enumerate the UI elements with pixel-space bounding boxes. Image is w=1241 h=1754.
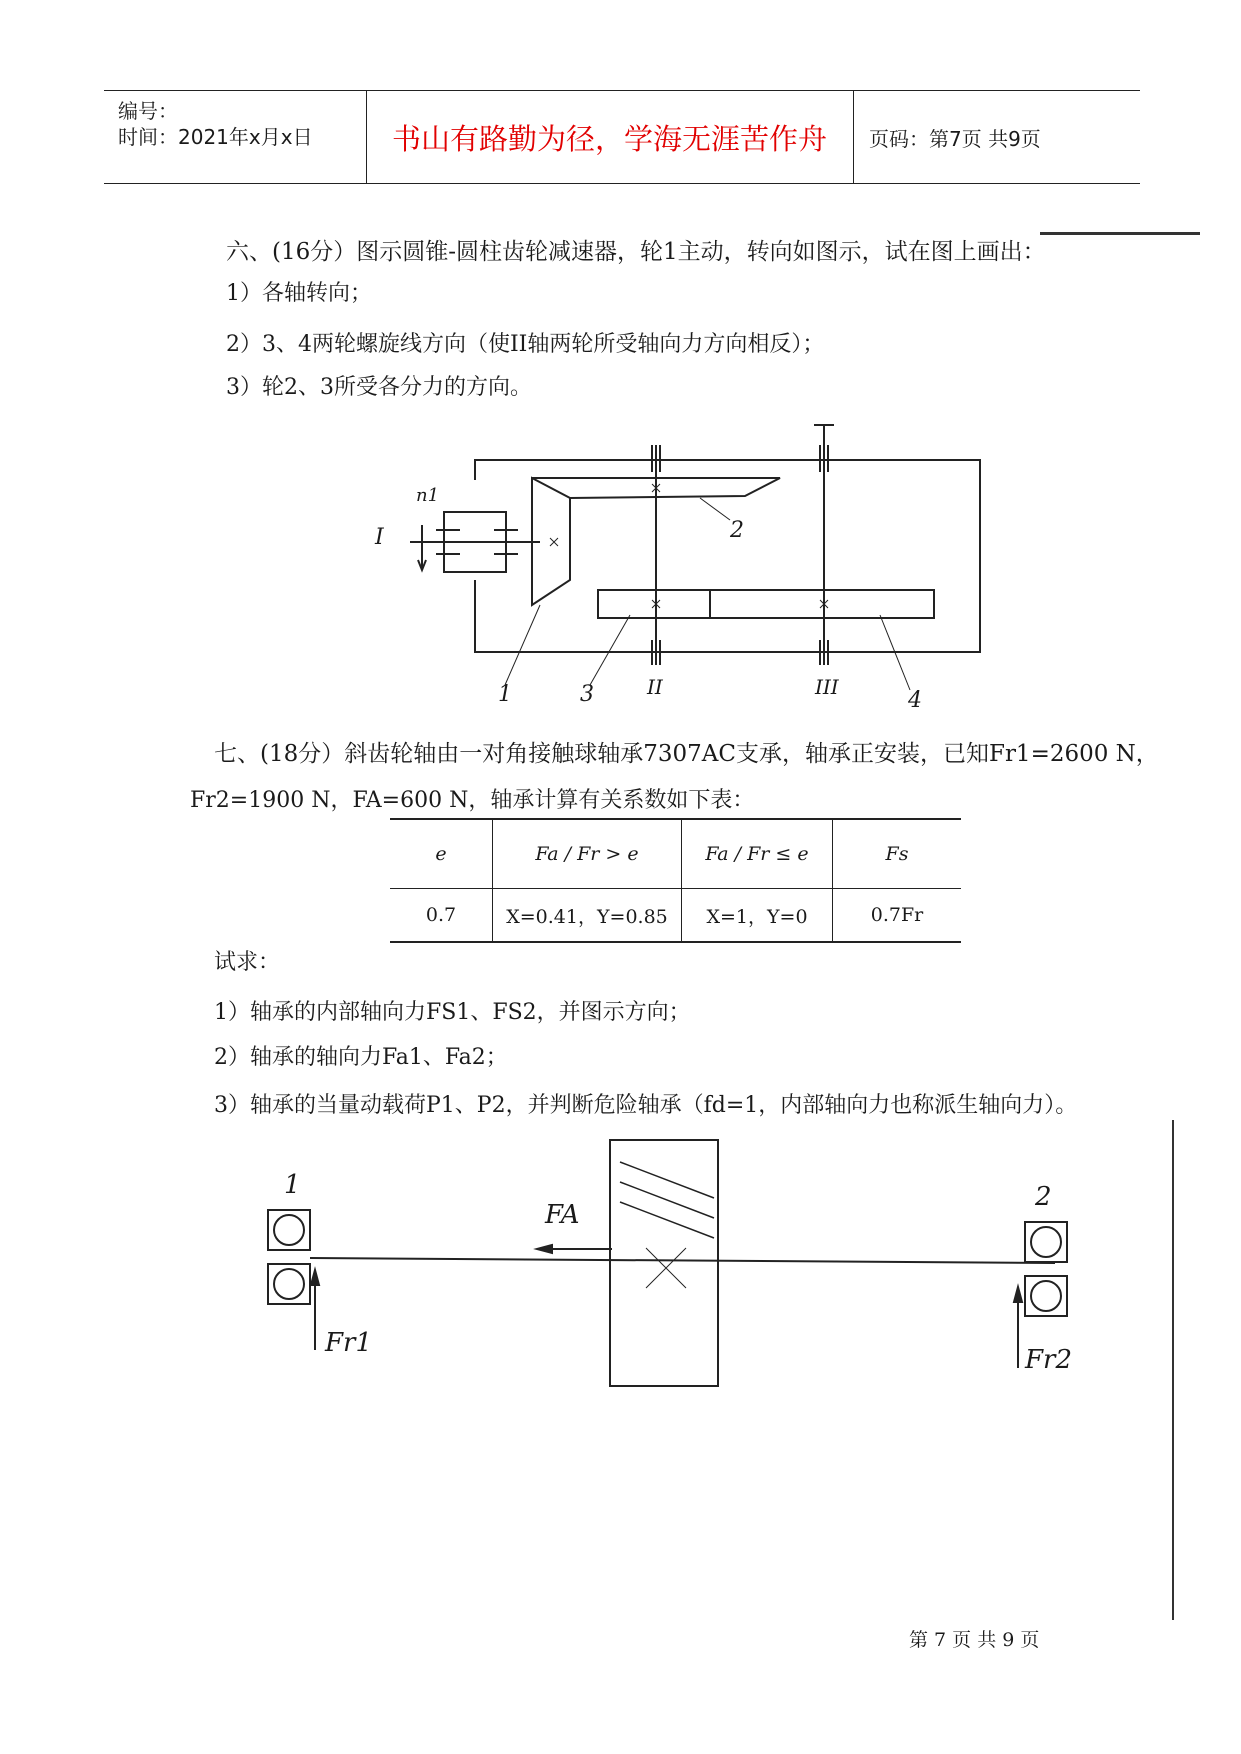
label-shaft-III: III [815,675,839,699]
gear-cross [646,1248,686,1288]
cell-xy-gt: X=0.41，Y=0.85 [493,889,682,943]
q7-item-1: 1）轴承的内部轴向力FS1、FS2，并图示方向； [214,1000,691,1025]
bearing-2-bottom-ball [1031,1281,1061,1311]
q7-item-2: 2）轴承的轴向力Fa1、Fa2； [214,1045,508,1070]
helix-line-3 [620,1202,714,1238]
q7-line-2: Fr2=1900 N，FA=600 N，轴承计算有关系数如下表： [190,788,755,813]
table-row [390,889,961,943]
label-force-r2: Fr2 [1025,1345,1073,1375]
table-header-row [390,819,961,889]
label-gear-1: 1 [498,682,512,707]
number-label: 编号： [118,99,178,123]
label-n1: n1 [416,485,440,506]
label-gear-4: 4 [908,688,922,713]
label-gear-2: 2 [730,518,744,543]
cell-fs: 0.7Fr [833,889,962,943]
q6-title: 六、(16分）图示圆锥-圆柱齿轮减速器，轮1主动，转向如图示，试在图上画出： [226,239,1046,265]
label-shaft-II: II [647,675,663,699]
q7-item-3: 3）轴承的当量动载荷P1、P2，并判断危险轴承（fd=1，内部轴向力也称派生轴向力）。 [214,1093,1078,1118]
leader-1 [505,605,540,685]
leader-3 [590,615,630,685]
bearing-2-top-ball [1031,1227,1061,1257]
label-gear-3: 3 [580,682,594,707]
label-bearing-1: 1 [284,1170,301,1200]
gear-4 [710,590,934,618]
q6-item-2: 2）3、4两轮螺旋线方向（使II轴两轮所受轴向力方向相反）； [226,332,825,357]
page-label: 页码：第7页 共9页 [869,126,1041,151]
shaft-q7 [310,1258,1055,1263]
fr2-arrowhead [1014,1287,1022,1302]
gear-3 [598,590,710,618]
coefficient-table [390,818,961,943]
leader-2 [700,498,730,520]
time-label: 时间：2021年x月x日 [118,125,313,149]
cross-1 [550,538,558,546]
header-fa-fr-le-e: Fa / Fr ≤ e [682,819,833,889]
cell-xy-le: X=1，Y=0 [682,889,833,943]
bearing-1-bottom-ball [274,1269,304,1299]
cell-e: 0.7 [390,889,493,943]
q7-title: 七、(18分）斜齿轮轴由一对角接触球轴承7307AC支承，轴承正安装，已知Fr1=2600 N， [214,741,1159,767]
fa-arrowhead [537,1245,552,1253]
fr1-arrowhead [311,1270,319,1285]
q6-item-3: 3）轮2、3所受各分力的方向。 [226,375,532,400]
label-bearing-2: 2 [1035,1182,1052,1212]
q7-ask: 试求： [214,950,281,975]
bearing-1-top-ball [274,1215,304,1245]
motto: 书山有路勤为径，学海无涯苦作舟 [366,91,854,183]
label-force-r1: Fr1 [325,1328,373,1358]
page-footer: 第 7 页 共 9 页 [909,1629,1040,1651]
header-fa-fr-gt-e: Fa / Fr > e [493,819,682,889]
label-shaft-I: I [375,525,384,550]
label-force-a: FA [545,1200,580,1230]
helical-gear [610,1140,718,1386]
helix-line-1 [620,1162,714,1198]
header-e: e [390,819,493,889]
header-fs: Fs [833,819,962,889]
q6-item-1: 1）各轴转向； [226,281,372,306]
helix-line-2 [620,1182,714,1218]
